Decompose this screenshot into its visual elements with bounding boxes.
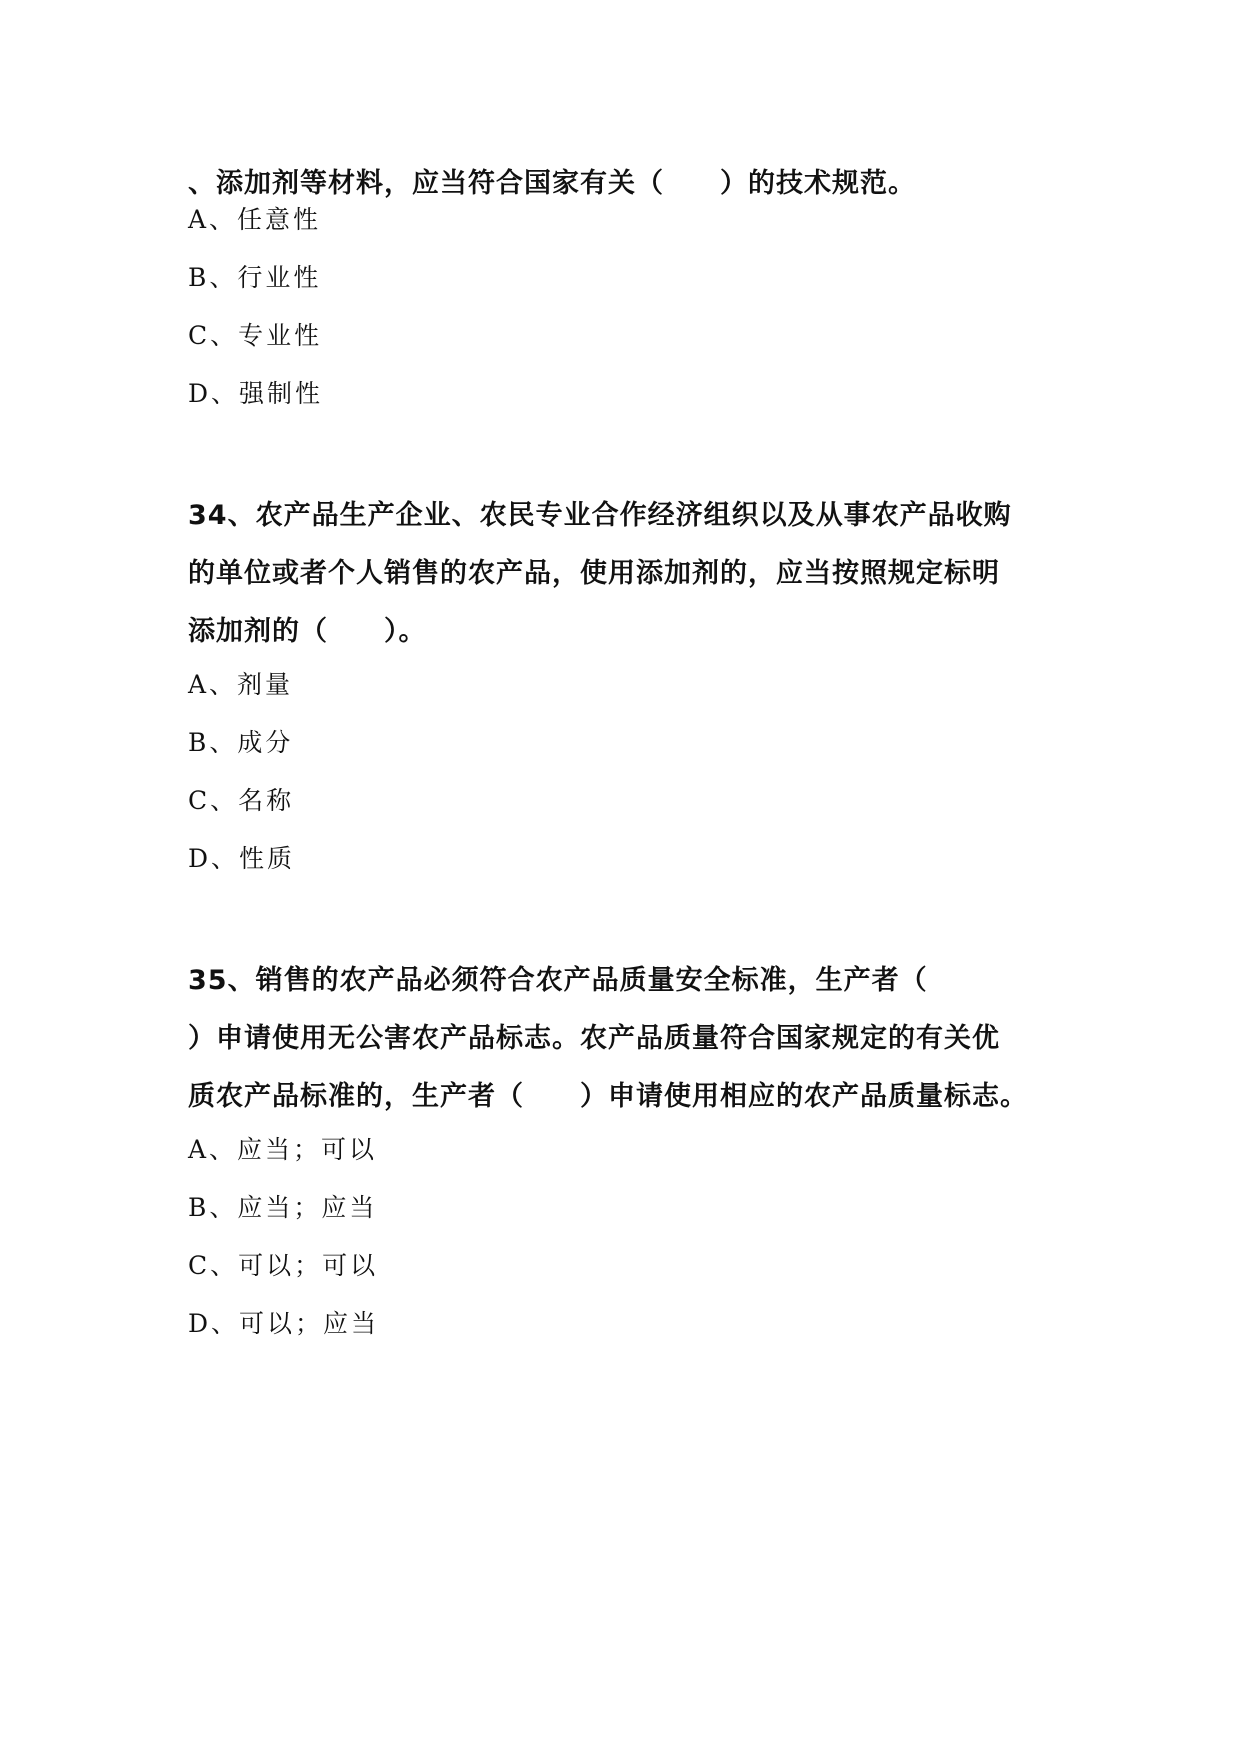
option-d: D、可以；应当 [188, 1309, 380, 1338]
question-stem-line: 添加剂的（ ）。 [188, 616, 427, 647]
question-stem-line: 、添加剂等材料，应当符合国家有关（ ）的技术规范。 [188, 168, 916, 199]
question-stem-line: 34、农产品生产企业、农民专业合作经济组织以及从事农产品收购 [188, 500, 1012, 531]
question-stem-line: 35、销售的农产品必须符合农产品质量安全标准，生产者（ [188, 965, 928, 996]
option-d: D、性质 [188, 844, 296, 873]
option-b: B、行业性 [188, 263, 322, 292]
option-c: C、专业性 [188, 321, 323, 350]
option-a: A、应当；可以 [188, 1135, 378, 1164]
option-b: B、应当；应当 [188, 1193, 378, 1222]
option-c: C、名称 [188, 786, 295, 815]
question-stem-line: 质农产品标准的，生产者（ ）申请使用相应的农产品质量标志。 [188, 1081, 1028, 1112]
question-stem-line: ）申请使用无公害农产品标志。农产品质量符合国家规定的有关优 [188, 1023, 1000, 1054]
question-stem-line: 的单位或者个人销售的农产品，使用添加剂的，应当按照规定标明 [188, 558, 1000, 589]
option-c: C、可以；可以 [188, 1251, 379, 1280]
option-d: D、强制性 [188, 379, 324, 408]
option-b: B、成分 [188, 728, 294, 757]
option-a: A、任意性 [188, 205, 322, 234]
option-a: A、剂量 [188, 670, 294, 699]
